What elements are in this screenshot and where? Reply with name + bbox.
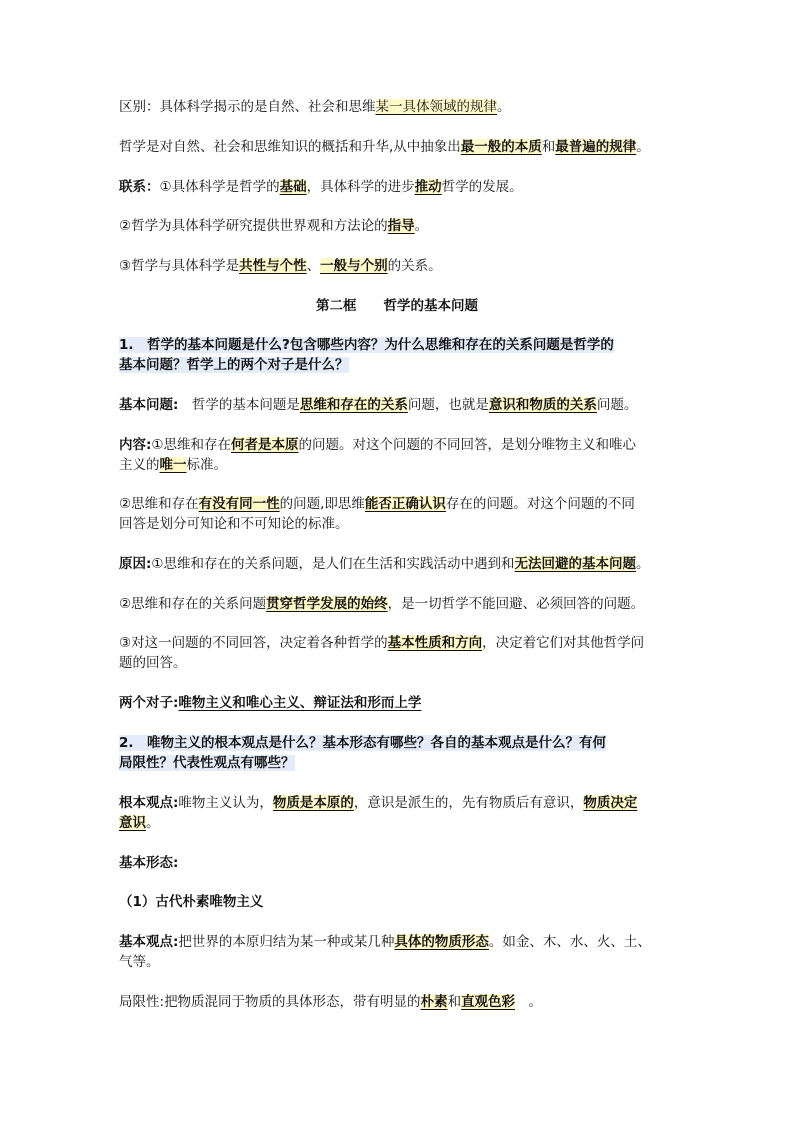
text: 主义的 xyxy=(119,457,160,473)
highlight: 指导 xyxy=(387,218,415,234)
label: 联系： xyxy=(119,179,160,195)
text: 哲学的发展。 xyxy=(441,179,523,195)
text-line xyxy=(119,257,442,276)
text: ②思维和存在 xyxy=(119,496,199,512)
text: 。 xyxy=(636,556,650,572)
subheading: （1）古代朴素唯物主义 xyxy=(119,894,264,910)
label: 内容: xyxy=(119,437,152,453)
highlight: 唯物主义和唯心主义、辩证法和形而上学 xyxy=(178,695,422,711)
text-line xyxy=(119,933,651,952)
text: 哲学是对自然、社会和思维知识的概括和升华,从中抽象出 xyxy=(119,139,461,155)
question-1-cont xyxy=(119,356,349,375)
highlight: 思维和存在的关系 xyxy=(299,397,408,413)
highlight: 无法回避的基本问题 xyxy=(514,556,637,572)
text: 标准。 xyxy=(186,457,227,473)
highlight: 意识 xyxy=(119,815,146,831)
question-2-cont xyxy=(119,754,295,773)
text: 的关系。 xyxy=(387,258,442,274)
label: 原因: xyxy=(119,556,152,572)
label: 根本观点: xyxy=(119,795,179,811)
highlight: 何者是本原 xyxy=(231,437,299,453)
label: 基本观点: xyxy=(119,934,179,950)
text-line xyxy=(119,634,644,653)
highlight: 基础 xyxy=(279,179,307,195)
text: 和 xyxy=(447,994,462,1010)
text: ，意识是派生的，先有物质后有意识， xyxy=(353,795,584,811)
highlight: 具体的物质形态 xyxy=(394,934,489,950)
text-line xyxy=(119,595,644,614)
text: ①思维和存在 xyxy=(151,437,232,453)
highlight: 直观色彩 xyxy=(461,994,516,1010)
text: 问题，也就是 xyxy=(407,397,489,413)
text-line: 回答是划分可知论和不可知论的标准。 xyxy=(119,516,349,532)
text-line xyxy=(119,436,636,455)
subheading: 基本形态: xyxy=(119,855,179,871)
highlight: 最一般的本质 xyxy=(460,139,542,155)
text: 把世界的本原归结为某一种或某几种 xyxy=(178,934,395,950)
text: ①思维和存在的关系问题，是人们在生活和实践活动中遇到和 xyxy=(151,556,515,572)
text: 唯物主义认为， xyxy=(178,795,273,811)
text: 。 xyxy=(497,99,511,115)
text-line: 气等。 xyxy=(119,954,160,970)
text-line xyxy=(119,794,637,813)
text: ③哲学与具体科学是 xyxy=(119,258,240,274)
highlight: 物质是本原的 xyxy=(272,795,354,811)
question-text: 基本问题？哲学上的两个对子是什么？ xyxy=(119,357,349,373)
text: 、 xyxy=(306,258,321,274)
text: 具体科学揭示的是自然、社会和思维 xyxy=(159,99,376,115)
text: 。 xyxy=(146,815,160,831)
highlight: 贯穿哲学发展的始终 xyxy=(266,596,388,612)
text: 哲学的基本问题是 xyxy=(178,397,300,413)
highlight: 共性与个性 xyxy=(239,258,307,274)
section-title: 第二框 哲学的基本问题 xyxy=(316,298,478,314)
highlight: 物质决定 xyxy=(583,795,638,811)
question-text: 2. 唯物主义的根本观点是什么？基本形态有哪些？各自的基本观点是什么？有何 xyxy=(119,735,607,751)
label: 局限性: xyxy=(119,994,165,1010)
text: ②思维和存在的关系问题 xyxy=(119,596,267,612)
text: ，是一切哲学不能回避、必须回答的问题。 xyxy=(387,596,645,612)
text-line xyxy=(119,993,542,1012)
label: 区别： xyxy=(119,99,160,115)
question-2 xyxy=(119,734,606,753)
text-line xyxy=(119,138,650,157)
text: 把物质混同于物质的具体形态，带有明显的 xyxy=(164,994,421,1010)
highlight: 意识和物质的关系 xyxy=(488,397,597,413)
text-line xyxy=(119,555,650,574)
text: 和 xyxy=(541,139,556,155)
text-line xyxy=(119,396,637,415)
question-text: 局限性？代表性观点有哪些？ xyxy=(119,755,295,771)
text-line xyxy=(119,814,160,833)
text: 。 xyxy=(515,994,543,1010)
text: 的问题,即思维 xyxy=(279,496,365,512)
highlight: 唯一 xyxy=(159,457,187,473)
text-line xyxy=(119,217,428,236)
text: ②哲学为具体科学研究提供世界观和方法论的 xyxy=(119,218,388,234)
label: 两个对子: xyxy=(119,695,179,711)
highlight: 一般与个别 xyxy=(320,258,388,274)
highlight: 某一具体领域的规律 xyxy=(375,99,497,115)
highlight: 朴素 xyxy=(420,994,448,1010)
highlight: 基本性质和方向 xyxy=(387,635,483,651)
text-line xyxy=(119,495,635,514)
text: ，具体科学的进步 xyxy=(306,179,415,195)
highlight: 推动 xyxy=(414,179,442,195)
text-line: 题的回答。 xyxy=(119,655,187,671)
question-text: 1. 哲学的基本问题是什么?包含哪些内容？为什么思维和存在的关系问题是哲学的 xyxy=(119,337,614,353)
highlight: 有没有同一性 xyxy=(198,496,280,512)
label: 基本问题: xyxy=(119,397,179,413)
text-line xyxy=(119,694,421,713)
text: ，决定着它们对其他哲学问 xyxy=(482,635,645,651)
text-line xyxy=(119,98,511,117)
highlight: 能否正确认识 xyxy=(364,496,446,512)
text: ③对这一问题的不同回答，决定着各种哲学的 xyxy=(119,635,388,651)
text: 存在的问题。对这个问题的不同 xyxy=(445,496,635,512)
text-line xyxy=(119,178,523,197)
question-1 xyxy=(119,336,614,355)
text: ①具体科学是哲学的 xyxy=(159,179,280,195)
text: 。如金、木、水、火、土、 xyxy=(488,934,651,950)
text: 的问题。对这个问题的不同回答，是划分唯物主义和唯心 xyxy=(298,437,637,453)
text: 。 xyxy=(636,139,650,155)
text: 。 xyxy=(414,218,429,234)
highlight: 最普遍的规律 xyxy=(555,139,637,155)
text-line xyxy=(119,456,227,475)
text: 问题。 xyxy=(596,397,638,413)
